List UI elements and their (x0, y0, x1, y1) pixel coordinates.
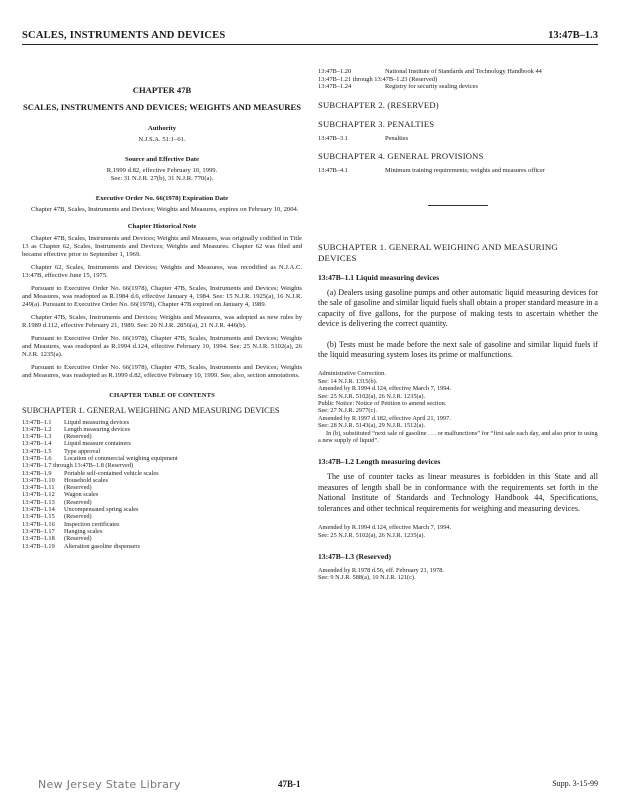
source-line: R.1999 d.82, effective February 10, 1999. (106, 167, 218, 174)
toc-row[interactable]: 13:47B–1.4 Liquid measure containers (22, 440, 131, 448)
toc-row[interactable]: 13:47B–1.13 (Reserved) (22, 498, 92, 506)
toc-row[interactable]: 13:47B–1.24 Registry for security sealing devices (318, 83, 478, 91)
toc-subchapter: SUBCHAPTER 1. GENERAL WEIGHING AND MEASURING DEVICES (22, 406, 280, 415)
historical-paragraph: Chapter 47B, Scales, Instruments and Devices; Weights and Measures, was adopted as new rules by R.1989 d.112, effective February 21, 1989. See: 20 N.J.R. 2856(a), 21 N.J.R. 446(b). (22, 314, 302, 329)
authority-heading: Authority (147, 125, 177, 132)
toc-row[interactable]: 13:47B–1.16 Inspection certificates (22, 520, 120, 528)
section-paragraph: The use of counter tacks as linear measures is forbidden in this State and all measures of length shall be in conformance with the requirements set forth in the National Institute of Standards and Technology Handbook 44, Specifications, tolerances and other technical requirements for weighing and measuring devices. (318, 472, 598, 513)
historical-paragraph: Pursuant to Executive Order No. 66(1978), Chapter 47B, Scales, Instruments and Devices; Weights and Measures, was readopted as R.1999 d.82, effective February 10, 1999. See, also, section annotations. (22, 364, 302, 379)
authority-text: N.J.S.A. 51:1–61. (138, 136, 186, 143)
toc-row[interactable]: 13:47B–1.5 Type approval (22, 447, 101, 455)
toc-row[interactable]: 13:47B–1.3 (Reserved) (22, 433, 92, 441)
toc-continued (318, 68, 598, 91)
toc-row[interactable]: 13:47B–3.1 Penalties (318, 134, 409, 142)
eo-text: Chapter 47B, Scales, Instruments and Devices; Weights and Measures, expires on February 10, 2004. (31, 206, 299, 213)
section-paragraph: (b) Tests must be made before the next sale of gasoline and similar liquid fuels if the liquid measuring system loses its prime or malfunctions. (318, 339, 598, 359)
header-title: SCALES, INSTRUMENTS AND DEVICES (22, 30, 226, 41)
historical-paragraph: Chapter 62, Scales, Instruments and Devices; Weights and Measures, was recodified as N.J.A.C. 13:47B, effective June 15, 1975. (22, 264, 302, 279)
section-history: Administrative Correction. See: 14 N.J.R. 1315(b). Amended by R.1994 d.124, effective March 7, 1994. See: 25 N.J.R. 5102(a), 26 N.J.R. 1235(a). Public Notice: Notice of Petition to amend section. See: 27 N.J.R. 2977(c). Amended by R.1997 d.182, effective April 21, 1997. See: 28 N.J.R. 5143(a), 29 N.J.R. 1512(a). In (b), substituted “next sale of gasoline . . . or malfunctions” for “first sale each day, and also prior to using a new supply of liquid”. (318, 370, 598, 445)
toc-row[interactable]: 13:47B–1.1 Liquid measuring devices (22, 418, 130, 426)
toc-row[interactable]: 13:47B–1.14 Uncompensated spring scales (22, 506, 139, 514)
right-column (318, 68, 598, 596)
toc-row[interactable]: 13:47B–1.2 Length measuring devices (22, 425, 131, 433)
toc-heading: CHAPTER TABLE OF CONTENTS (109, 392, 215, 399)
section-heading: 13:47B–1.3 (Reserved) (318, 551, 391, 561)
historical-note-heading: Chapter Historical Note (127, 223, 197, 230)
toc-row[interactable]: 13:47B–1.10 Household scales (22, 476, 108, 484)
toc-row[interactable]: 13:47B–1.17 Hanging scales (22, 527, 103, 535)
toc-row[interactable]: 13:47B–1.21 through 13:47B–1.23 (Reserved) (318, 75, 438, 83)
chapter-title: SCALES, INSTRUMENTS AND DEVICES; WEIGHTS AND MEASURES (22, 102, 301, 112)
toc-row[interactable]: 13:47B–1.6 Location of commercial weighing equipment (22, 454, 178, 462)
toc-row[interactable]: 13:47B–1.15 (Reserved) (22, 513, 92, 521)
subchapter-1-heading: SUBCHAPTER 1. GENERAL WEIGHING AND MEASURING DEVICES (318, 241, 558, 263)
history-note: In (b), substituted “next sale of gasoline . . . or malfunctions” for “first sale each day, and also prior to using a new supply of liquid”. (318, 429, 598, 445)
chapter-number: CHAPTER 47B (132, 85, 192, 95)
toc-row[interactable]: 13:47B–1.20 National Institute of Standards and Technology Handbook 44 (318, 68, 542, 75)
toc-subchapter-2: SUBCHAPTER 2. (RESERVED) (318, 99, 439, 110)
section-paragraph: (a) Dealers using gasoline pumps and other automatic liquid measuring devices for the sale of gasoline and similar liquid fuels shall obtain a proper standard measure in a capacity of five gallons, for the purpose of making tests to ascertain whether the device is delivering the correct quantity. (318, 287, 598, 329)
section-heading: 13:47B–1.2 Length measuring devices (318, 457, 441, 467)
toc-row[interactable]: 13:47B–1.18 (Reserved) (22, 535, 92, 543)
section-history: Amended by R.1994 d.124, effective March 7, 1994. See: 25 N.J.R. 5102(a), 26 N.J.R. 1235(a). (318, 524, 452, 539)
header-section: 13:47B–1.3 (548, 30, 598, 41)
historical-paragraph: Chapter 47B, Scales, Instruments and Devices; Weights and Measures, was originally codified in Title 13 as Chapter 62, Scales, Instruments and Devices; Weights and Measures. Chapter 62 was filed and became effective prior to September 1, 1969. (22, 235, 302, 258)
toc-subchapter-3: SUBCHAPTER 3. PENALTIES (318, 118, 435, 129)
eo-heading: Executive Order No. 66(1978) Expiration Date (95, 195, 229, 202)
source-heading: Source and Effective Date (125, 156, 199, 163)
page-number: 47B-1 (278, 779, 301, 789)
source-line: See: 31 N.J.R. 27(b), 31 N.J.R. 770(a). (110, 175, 214, 182)
historical-paragraph: Pursuant to Executive Order No. 66(1978), Chapter 47B, Scales, Instruments and Devices; Weights and Measures, was readopted as R.1984 d.6, effective January 4, 1984. See: 15 N.J.R. 1925(a), 16 N.J.R. 249(a). Pursuant to Executive Order No. 66(1978), Chapter 47B expired on January 4, 1989. (22, 285, 302, 308)
section-history: Amended by R.1978 d.56, eff. February 21, 1978. See: 9 N.J.R. 588(a), 10 N.J.R. 121(c). (318, 566, 444, 582)
historical-paragraph: Pursuant to Executive Order No. 66(1978), Chapter 47B, Scales, Instruments and Devices; Weights and Measures, was readopted as R.1994 d.124, effective February 10, 1994. See: 25 N.J.R. 5102(a), 26 N.J.R. 1235(a). (22, 335, 302, 358)
left-column (22, 70, 302, 550)
page-footer (22, 776, 598, 792)
toc-row[interactable]: 13:47B–1.19 Alteration gasoline dispensers (22, 542, 140, 550)
toc-row[interactable]: 13:47B–1.7 through 13:47B–1.8 (Reserved) (22, 462, 134, 470)
toc-row[interactable]: 13:47B–1.11 (Reserved) (22, 484, 92, 492)
toc-row[interactable]: 13:47B–1.12 Wagon scales (22, 491, 99, 499)
library-watermark: New Jersey State Library (38, 778, 181, 791)
toc-list (22, 419, 302, 550)
toc-row[interactable]: 13:47B–1.9 Portable self-contained vehicle scales (22, 469, 159, 477)
running-header (22, 26, 598, 45)
toc-subchapter-4: SUBCHAPTER 4. GENERAL PROVISIONS (318, 151, 484, 162)
supplement-date: Supp. 3-15-99 (552, 779, 598, 788)
toc-row[interactable]: 13:47B–4.1 Minimum training requirements; weights and measures officer (318, 167, 545, 175)
section-heading: 13:47B–1.1 Liquid measuring devices (318, 272, 440, 282)
divider (428, 205, 488, 206)
